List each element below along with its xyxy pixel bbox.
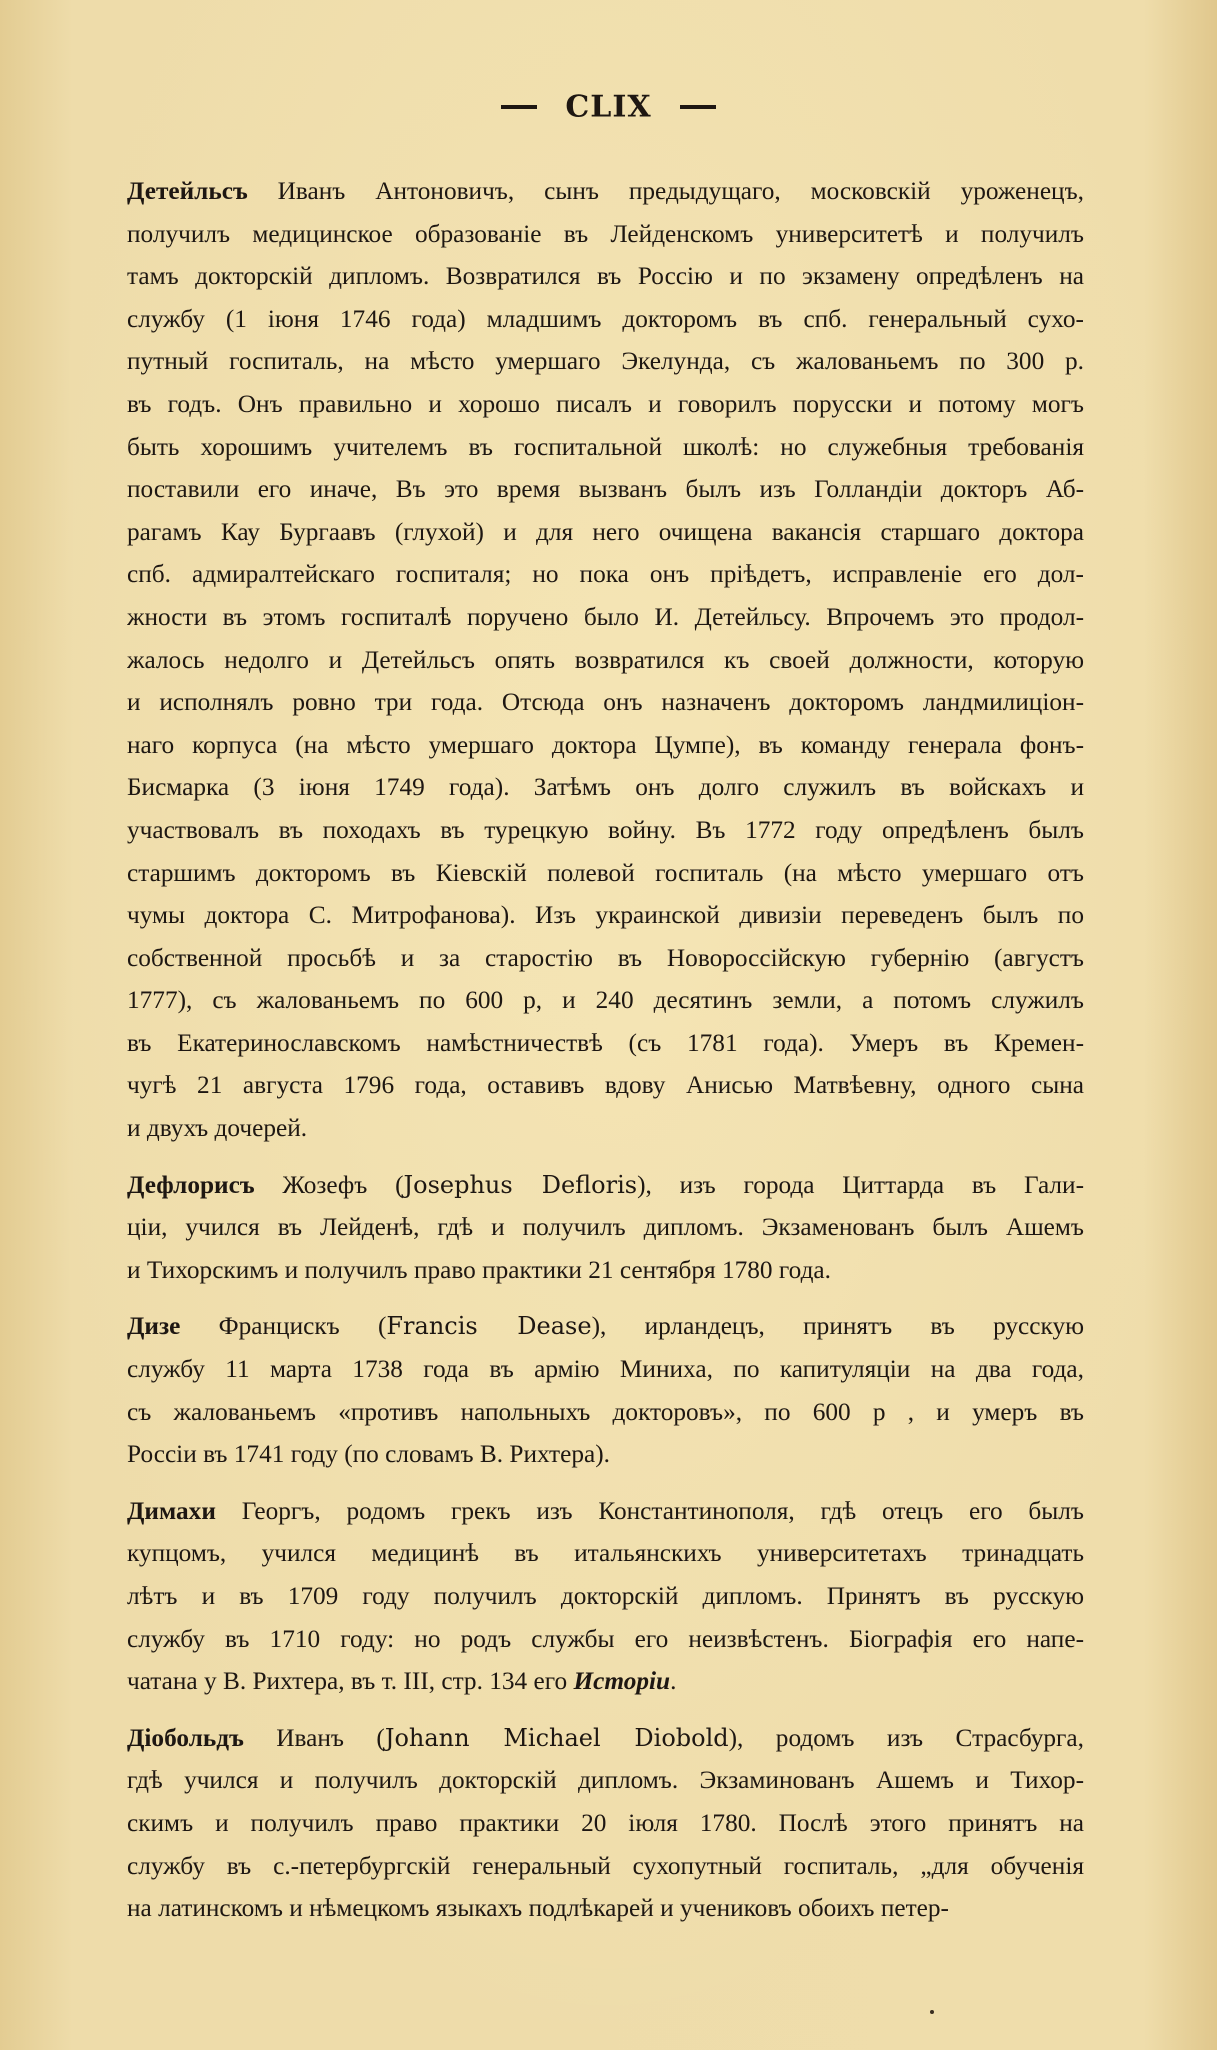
text-line xyxy=(127,937,1084,980)
text-segment: на латинскомъ и нѣмецкомъ языкахъ подлѣкарей и учениковъ обоихъ петер- xyxy=(127,1894,949,1923)
text-line xyxy=(127,1433,1084,1476)
text-line xyxy=(127,979,1084,1022)
text-segment: службу 11 марта 1738 года въ армію Миниха, по капитуляціи на два года, xyxy=(127,1355,1084,1384)
text-line xyxy=(127,1845,1084,1888)
text-line xyxy=(127,1490,1084,1533)
text-line xyxy=(127,1802,1084,1845)
entry xyxy=(127,1164,1084,1292)
text-line xyxy=(127,553,1084,596)
text-segment: чумы доктора С. Митрофанова). Изъ украинской дивизіи переведенъ былъ по xyxy=(127,901,1084,930)
text-segment: быть хорошимъ учителемъ въ госпитальной школѣ: но служебныя требованія xyxy=(127,432,1084,461)
headword: Димахи xyxy=(127,1496,216,1525)
text-segment: и исполнялъ ровно три года. Отсюда онъ назначенъ докторомъ ландмилиціон- xyxy=(127,688,1084,717)
text-segment: участвовалъ въ походахъ въ турецкую войну. Въ 1772 году опредѣленъ былъ xyxy=(127,815,1084,844)
page-number: CLIX xyxy=(565,89,652,125)
text-line xyxy=(127,1618,1084,1661)
headword: Детейльсъ xyxy=(127,177,248,205)
body-text xyxy=(127,170,1084,1944)
text-segment: чугѣ 21 августа 1796 года, оставивъ вдову Анисью Матвѣевну, одного сына xyxy=(127,1071,1084,1100)
header-dash-left xyxy=(501,105,537,109)
text-segment: Россіи въ 1741 году (по словамъ В. Рихтера). xyxy=(127,1440,610,1469)
page-header xyxy=(0,88,1217,125)
headword: Діобольдъ xyxy=(127,1723,244,1752)
text-line xyxy=(127,1575,1084,1618)
text-segment: Францискъ ( xyxy=(180,1312,387,1341)
text-segment: купцомъ, учился медицинѣ въ итальянскихъ университетахъ тринадцать xyxy=(127,1539,1084,1568)
text-segment: скимъ и получилъ право практики 20 іюля 1780. Послѣ этого принятъ на xyxy=(127,1808,1084,1837)
text-line xyxy=(127,681,1084,724)
text-segment: гдѣ учился и получилъ докторскій дипломъ. Экзаминованъ Ашемъ и Тихор- xyxy=(127,1766,1084,1795)
text-segment: ), родомъ изъ Страсбурга, xyxy=(728,1723,1084,1752)
text-segment: 1777), съ жалованьемъ по 600 р, и 240 десятинъ земли, а потомъ служилъ xyxy=(127,986,1084,1015)
text-line xyxy=(127,1887,1084,1930)
text-segment: Бисмарка (3 іюня 1749 года). Затѣмъ онъ долго служилъ въ войскахъ и xyxy=(127,773,1084,802)
latin-name: Josephus Deflоris xyxy=(403,1170,638,1199)
italic-title: Исторіи xyxy=(573,1667,671,1696)
text-segment: жалось недолго и Детейльсъ опять возвратился къ своей должности, которую xyxy=(127,645,1084,674)
text-line xyxy=(127,852,1084,895)
text-segment: въ Екатеринославскомъ намѣстничествѣ (съ 1781 года). Умеръ въ Кремен- xyxy=(127,1028,1084,1057)
text-segment: службу (1 іюня 1746 года) младшимъ докторомъ въ спб. генеральный сухо- xyxy=(127,304,1084,333)
text-line xyxy=(127,468,1084,511)
text-line xyxy=(127,766,1084,809)
text-segment: ), изъ города Циттарда въ Гали- xyxy=(637,1170,1084,1199)
text-line xyxy=(127,340,1084,383)
header-dash-right xyxy=(680,105,716,109)
text-line xyxy=(127,1717,1084,1760)
text-line xyxy=(127,1532,1084,1575)
text-line xyxy=(127,1660,1084,1703)
text-segment: поставили его иначе, Въ это время вызванъ былъ изъ Голландіи докторъ Аб- xyxy=(127,475,1084,504)
text-line xyxy=(127,213,1084,256)
text-segment: тамъ докторскій дипломъ. Возвратился въ Россію и по экзамену опредѣленъ на xyxy=(127,262,1084,291)
text-line xyxy=(127,511,1084,554)
text-segment: Иванъ ( xyxy=(243,1723,385,1752)
text-line xyxy=(127,1064,1084,1107)
text-line xyxy=(127,426,1084,469)
text-line xyxy=(127,1249,1084,1292)
text-segment: ), ирландецъ, принятъ въ русскую xyxy=(591,1312,1084,1341)
text-line xyxy=(127,894,1084,937)
text-segment: ціи, учился въ Лейденѣ, гдѣ и получилъ дипломъ. Экзаменованъ былъ Ашемъ xyxy=(127,1213,1084,1242)
text-segment: Георгъ, родомъ грекъ изъ Константинополя, гдѣ отецъ его былъ xyxy=(215,1496,1084,1525)
text-segment: рагамъ Кау Бургаавъ (глухой) и для него очищена вакансія старшаго доктора xyxy=(127,517,1084,546)
text-line xyxy=(127,596,1084,639)
text-line xyxy=(127,170,1084,213)
text-line xyxy=(127,724,1084,767)
text-line xyxy=(127,1022,1084,1065)
entry xyxy=(127,1305,1084,1475)
text-line xyxy=(127,1164,1084,1207)
headword: Дефлорисъ xyxy=(127,1170,255,1199)
text-segment: наго корпуса (на мѣсто умершаго доктора Цумпе), въ команду генерала фонъ- xyxy=(127,730,1084,759)
text-segment: чатана у В. Рихтера, въ т. III, стр. 134 его xyxy=(127,1667,574,1696)
text-segment: Иванъ Антоновичъ, сынъ предыдущаго, московскій уроженецъ, xyxy=(247,177,1084,205)
entry xyxy=(127,170,1084,1150)
headword: Дизе xyxy=(127,1312,181,1341)
text-segment: службу въ 1710 году: но родъ службы его неизвѣстенъ. Біографія его напе- xyxy=(127,1624,1084,1653)
text-segment: старшимъ докторомъ въ Кіевскій полевой госпиталь (на мѣсто умершаго отъ xyxy=(127,858,1084,887)
paper-speck xyxy=(930,2010,934,2014)
text-segment: лѣтъ и въ 1709 году получилъ докторскій дипломъ. Принятъ въ русскую xyxy=(127,1582,1084,1610)
text-line xyxy=(127,1391,1084,1434)
text-line xyxy=(127,639,1084,682)
latin-name: Johann Michael Diobold xyxy=(384,1723,729,1752)
text-line xyxy=(127,1759,1084,1802)
text-segment: и двухъ дочерей. xyxy=(127,1114,308,1143)
text-line xyxy=(127,809,1084,852)
text-line xyxy=(127,383,1084,426)
entry xyxy=(127,1490,1084,1703)
text-segment: въ годъ. Онъ правильно и хорошо писалъ и говорилъ порусски и потому могъ xyxy=(127,389,1084,418)
text-line xyxy=(127,1206,1084,1249)
text-line xyxy=(127,298,1084,341)
text-line xyxy=(127,1305,1084,1348)
entry xyxy=(127,1717,1084,1930)
text-segment: и Тихорскимъ и получилъ право практики 21 сентября 1780 года. xyxy=(127,1255,831,1284)
text-line xyxy=(127,1348,1084,1391)
text-line xyxy=(127,255,1084,298)
text-segment: собственной просьбѣ и за старостію въ Новороссійскую губернію (августъ xyxy=(127,943,1084,972)
text-segment: спб. адмиралтейскаго госпиталя; но пока онъ пріѣдетъ, исправленіе его дол- xyxy=(127,560,1084,589)
text-segment: . xyxy=(670,1667,677,1696)
text-segment: съ жалованьемъ «противъ напольныхъ докторовъ», по 600 р , и умеръ въ xyxy=(127,1397,1084,1426)
text-segment: путный госпиталь, на мѣсто умершаго Экелунда, съ жалованьемъ по 300 р. xyxy=(127,347,1084,376)
text-segment: жности въ этомъ госпиталѣ поручено было И. Детейльсу. Впрочемъ это продол- xyxy=(127,602,1084,631)
text-segment: Жозефъ ( xyxy=(254,1170,404,1199)
text-segment: службу въ с.-петербургскій генеральный сухопутный госпиталь, „для обученія xyxy=(127,1851,1084,1880)
text-segment: получилъ медицинское образованіе въ Лейденскомъ университетѣ и получилъ xyxy=(127,219,1084,248)
latin-name: Francis Dease xyxy=(386,1312,592,1341)
text-line xyxy=(127,1107,1084,1150)
